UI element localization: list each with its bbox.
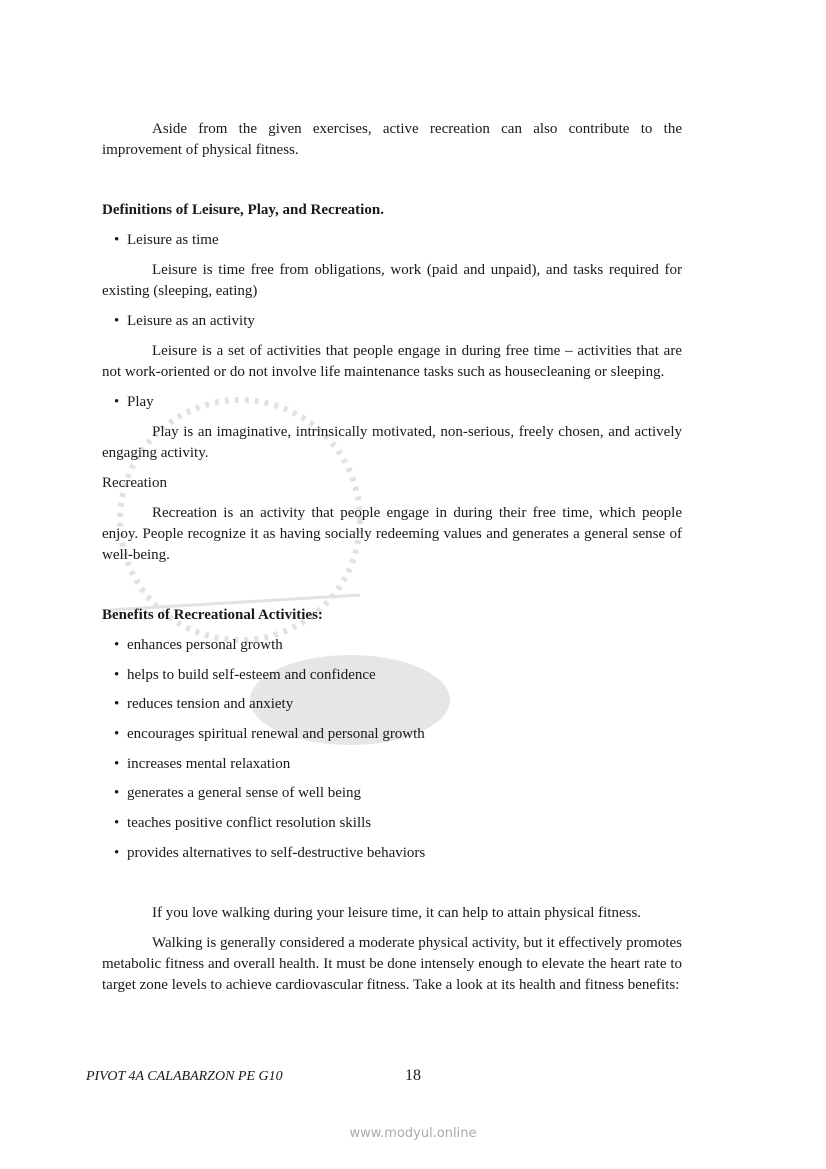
page-number: 18 <box>405 1067 421 1084</box>
benefit-text: encourages spiritual renewal and personal growth <box>127 726 425 743</box>
benefits-heading: Benefits of Recreational Activities: <box>102 607 323 623</box>
bullet-icon: • <box>114 696 120 713</box>
benefit-item <box>102 635 682 656</box>
benefit-text: provides alternatives to self-destructive behaviors <box>127 844 426 861</box>
benefit-item <box>102 754 682 775</box>
play-text: Play is an imaginative, intrinsically motivated, non-serious, freely chosen, and actively engaging activity. <box>102 424 682 461</box>
benefit-text: increases mental relaxation <box>127 755 291 772</box>
benefit-item <box>102 843 682 864</box>
benefit-text: helps to build self-esteem and confidence <box>127 666 376 683</box>
bullet-icon: • <box>114 815 120 832</box>
bullet-play: • Play <box>102 392 682 413</box>
bullet-icon: • <box>114 394 120 410</box>
bullet-icon: • <box>114 844 120 861</box>
benefit-item <box>102 694 682 715</box>
bullet-leisure-time: • Leisure as time <box>102 230 682 251</box>
leisure-time-text: Leisure is time free from obligations, work (paid and unpaid), and tasks required for existing (sleeping, eating) <box>102 262 682 299</box>
walking-intro: If you love walking during your leisure time, it can help to attain physical fitness. <box>152 904 642 921</box>
bullet-leisure-activity: • Leisure as an activity <box>102 311 682 332</box>
intro-paragraph: Aside from the given exercises, active recreation can also contribute to the improvement of physical fitness. <box>102 121 682 158</box>
footer-title: PIVOT 4A CALABARZON PE G10 <box>86 1069 283 1084</box>
walking-text: Walking is generally considered a moderate physical activity, but it effectively promotes metabolic fitness and overall health. It must be done intensely enough to elevate the heart rate to target zone levels to achieve cardiovascular fitness. Take a look at its health and fitness benefits: <box>102 934 682 993</box>
site-watermark: www.modyul.online <box>349 1126 477 1141</box>
benefit-item <box>102 813 682 834</box>
benefit-text: enhances personal growth <box>127 637 283 653</box>
bullet-icon: • <box>114 726 120 743</box>
bullet-icon: • <box>114 313 120 329</box>
bullet-icon: • <box>114 637 120 653</box>
definitions-heading: Definitions of Leisure, Play, and Recreation. <box>102 202 384 218</box>
bullet-icon: • <box>114 755 120 772</box>
recreation-text: Recreation is an activity that people engage in during their free time, which people enjoy. People recognize it as having socially redeeming values and generates a general sense of well-being. <box>102 505 682 563</box>
benefit-text: reduces tension and anxiety <box>127 696 294 713</box>
bullet-icon: • <box>114 666 120 683</box>
benefit-item <box>102 665 682 686</box>
leisure-activity-text: Leisure is a set of activities that people engage in during free time – activities that are not work-oriented or do not involve life maintenance tasks such as housecleaning or sleeping. <box>102 343 682 380</box>
bullet-icon: • <box>114 232 120 248</box>
benefit-item <box>102 724 682 745</box>
benefit-text: teaches positive conflict resolution skills <box>127 815 372 832</box>
benefit-text: generates a general sense of well being <box>127 785 362 802</box>
page-body <box>102 119 682 1005</box>
recreation-label: Recreation <box>102 475 167 491</box>
bullet-icon: • <box>114 785 120 802</box>
benefits-list <box>102 635 682 864</box>
benefit-item <box>102 783 682 804</box>
